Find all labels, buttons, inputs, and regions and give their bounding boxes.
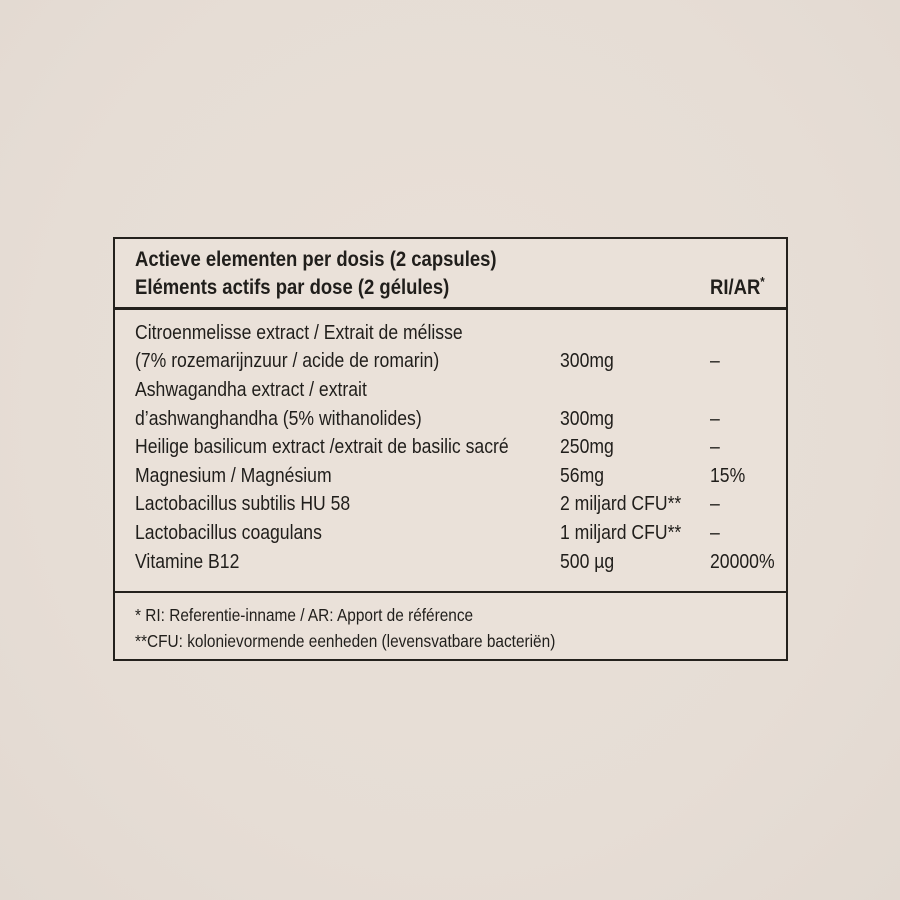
ingredient-name: Citroenmelisse extract / Extrait de mélisse	[135, 321, 463, 344]
table-row	[135, 376, 766, 405]
ingredient-ri: 15%	[710, 464, 746, 487]
ingredient-ri: –	[710, 493, 720, 516]
ingredient-amount: 1 miljard CFU**	[560, 521, 682, 544]
ingredient-amount: 300mg	[560, 350, 614, 373]
ingredient-name: Lactobacillus coagulans	[135, 521, 322, 544]
table-row	[135, 548, 775, 577]
ingredient-ri: –	[710, 407, 720, 430]
footnote-ri-ar: * RI: Referentie-inname / AR: Apport de référence	[135, 605, 474, 625]
ingredient-name: Ashwagandha extract / extrait	[135, 378, 367, 401]
ingredient-ri: 20000%	[710, 550, 775, 573]
ri-ar-asterisk: *	[760, 274, 765, 289]
ingredient-amount	[560, 379, 710, 402]
table-row	[135, 348, 766, 377]
footnotes	[115, 593, 786, 659]
ingredient-name: Vitamine B12	[135, 550, 240, 573]
ingredient-amount: 250mg	[560, 436, 614, 459]
ingredient-name: Lactobacillus subtilis HU 58	[135, 493, 351, 516]
ingredient-amount	[560, 322, 710, 345]
table-row	[135, 433, 766, 462]
table-row	[135, 462, 766, 491]
ingredient-amount: 500 µg	[560, 550, 615, 573]
ingredient-amount: 2 miljard CFU**	[560, 493, 682, 516]
header-title-line2: Eléments actifs par dose (2 gélules) RI/AR*	[135, 274, 766, 302]
table-row	[135, 491, 766, 520]
supplement-facts-panel	[113, 237, 788, 661]
ingredient-ri	[710, 322, 766, 345]
ingredient-ri: –	[710, 436, 720, 459]
table-row	[135, 319, 766, 348]
ingredient-amount: 300mg	[560, 407, 614, 430]
ri-ar-column-header: RI/AR*	[710, 274, 765, 299]
ingredient-name: (7% rozemarijnzuur / acide de romarin)	[135, 350, 440, 373]
ingredient-table-body	[115, 310, 786, 593]
ingredient-ri: –	[710, 521, 720, 544]
ingredient-name: Magnesium / Magnésium	[135, 464, 332, 487]
ingredient-ri	[710, 379, 766, 402]
footnote-cfu: **CFU: kolonievormende eenheden (levensvatbare bacteriën)	[135, 630, 556, 651]
header-title-line1: Actieve elementen per dosis (2 capsules)	[135, 248, 497, 271]
ingredient-ri: –	[710, 350, 720, 373]
ingredient-amount: 56mg	[560, 464, 605, 487]
table-row	[135, 519, 766, 548]
table-header	[115, 239, 786, 310]
ingredient-name: d’ashwanghandha (5% withanolides)	[135, 407, 422, 430]
ingredient-name: Heilige basilicum extract /extrait de basilic sacré	[135, 436, 509, 459]
table-row	[135, 405, 766, 434]
